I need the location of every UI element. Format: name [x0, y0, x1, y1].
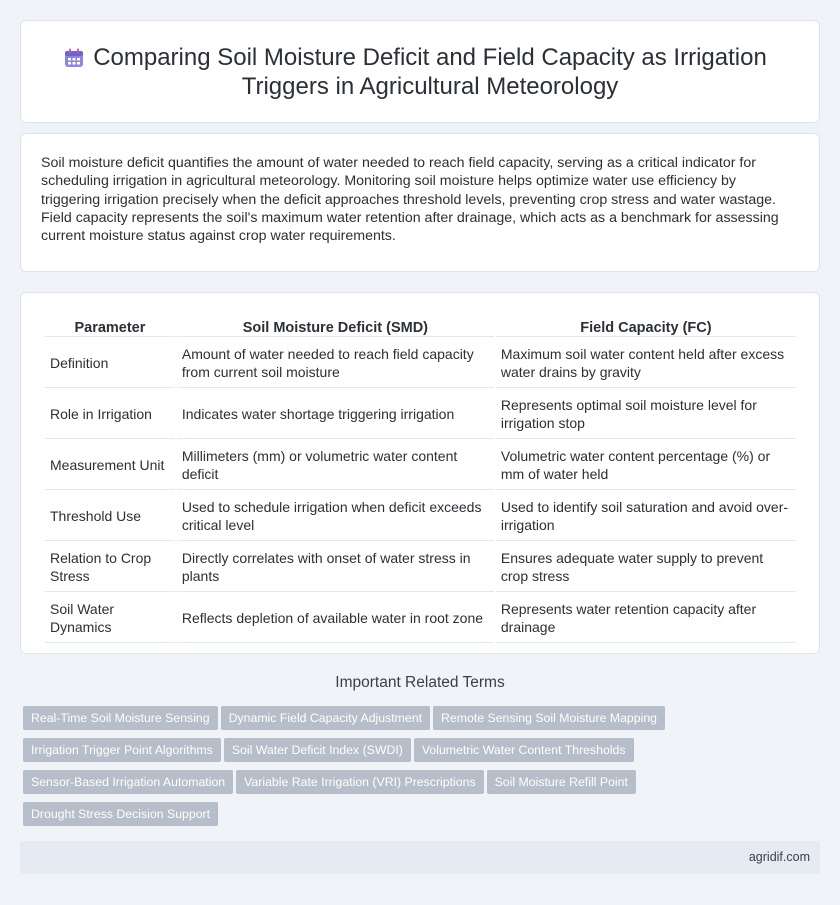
related-term-tag[interactable]: Variable Rate Irrigation (VRI) Prescriptions [236, 770, 483, 794]
related-term-tag[interactable]: Sensor-Based Irrigation Automation [23, 770, 233, 794]
related-terms-heading: Important Related Terms [335, 674, 505, 691]
table-cell-fc: Represents optimal soil moisture level for irrigation stop [496, 390, 796, 439]
table-cell-fc: Represents water retention capacity after drainage [496, 594, 796, 643]
table-row [45, 390, 796, 439]
table-row [45, 492, 796, 541]
table-row [45, 543, 796, 592]
related-term-tag[interactable]: Volumetric Water Content Thresholds [414, 738, 634, 762]
intro-card [20, 133, 820, 272]
table-row [45, 594, 796, 643]
table-cell-parameter: Measurement Unit [45, 441, 175, 490]
header-card [20, 20, 820, 123]
related-term-tag[interactable]: Dynamic Field Capacity Adjustment [221, 706, 430, 730]
related-term-tag[interactable]: Drought Stress Decision Support [23, 802, 218, 826]
table-row [45, 441, 796, 490]
table-cell-parameter: Definition [45, 339, 175, 388]
page-title: Comparing Soil Moisture Deficit and Field Capacity as Irrigation Triggers in Agricultural Meteorology [93, 43, 767, 100]
table-cell-smd: Millimeters (mm) or volumetric water content deficit [177, 441, 494, 490]
table-cell-fc: Maximum soil water content held after excess water drains by gravity [496, 339, 796, 388]
footer-site-link[interactable]: agridif.com [748, 850, 810, 864]
table-row [45, 339, 796, 388]
table-cell-parameter: Role in Irrigation [45, 390, 175, 439]
related-terms-list [23, 706, 823, 834]
column-header-smd: Soil Moisture Deficit (SMD) [177, 315, 494, 337]
table-cell-smd: Indicates water shortage triggering irrigation [177, 390, 494, 439]
table-cell-smd: Directly correlates with onset of water stress in plants [177, 543, 494, 592]
table-cell-fc: Ensures adequate water supply to prevent crop stress [496, 543, 796, 592]
table-cell-fc: Used to identify soil saturation and avoid over-irrigation [496, 492, 796, 541]
table-cell-smd: Amount of water needed to reach field capacity from current soil moisture [177, 339, 494, 388]
comparison-table [43, 313, 798, 645]
table-cell-parameter: Relation to Crop Stress [45, 543, 175, 592]
related-term-tag[interactable]: Soil Water Deficit Index (SWDI) [224, 738, 411, 762]
footer [20, 841, 820, 874]
related-term-tag[interactable]: Soil Moisture Refill Point [487, 770, 636, 794]
related-term-tag[interactable]: Real-Time Soil Moisture Sensing [23, 706, 218, 730]
column-header-parameter: Parameter [45, 315, 175, 337]
table-cell-parameter: Soil Water Dynamics [45, 594, 175, 643]
comparison-table-card [20, 292, 820, 654]
intro-paragraph: Soil moisture deficit quantifies the amount of water needed to reach field capacity, serving as a critical indicator for scheduling irrigation in agricultural meteorology. Monitoring soil moisture helps optimize water use efficiency by triggering irrigation precisely when the deficit approaches threshold levels, preventing crop stress and water wastage. Field capacity represents the soil's maximum water retention after drainage, which acts as a benchmark for assessing current moisture status against crop water requirements. [41, 155, 779, 245]
table-cell-parameter: Threshold Use [45, 492, 175, 541]
related-term-tag[interactable]: Remote Sensing Soil Moisture Mapping [433, 706, 665, 730]
related-term-tag[interactable]: Irrigation Trigger Point Algorithms [23, 738, 221, 762]
table-cell-smd: Used to schedule irrigation when deficit exceeds critical level [177, 492, 494, 541]
column-header-fc: Field Capacity (FC) [496, 315, 796, 337]
table-header-row [45, 315, 796, 337]
table-cell-fc: Volumetric water content percentage (%) or mm of water held [496, 441, 796, 490]
table-cell-smd: Reflects depletion of available water in root zone [177, 594, 494, 643]
